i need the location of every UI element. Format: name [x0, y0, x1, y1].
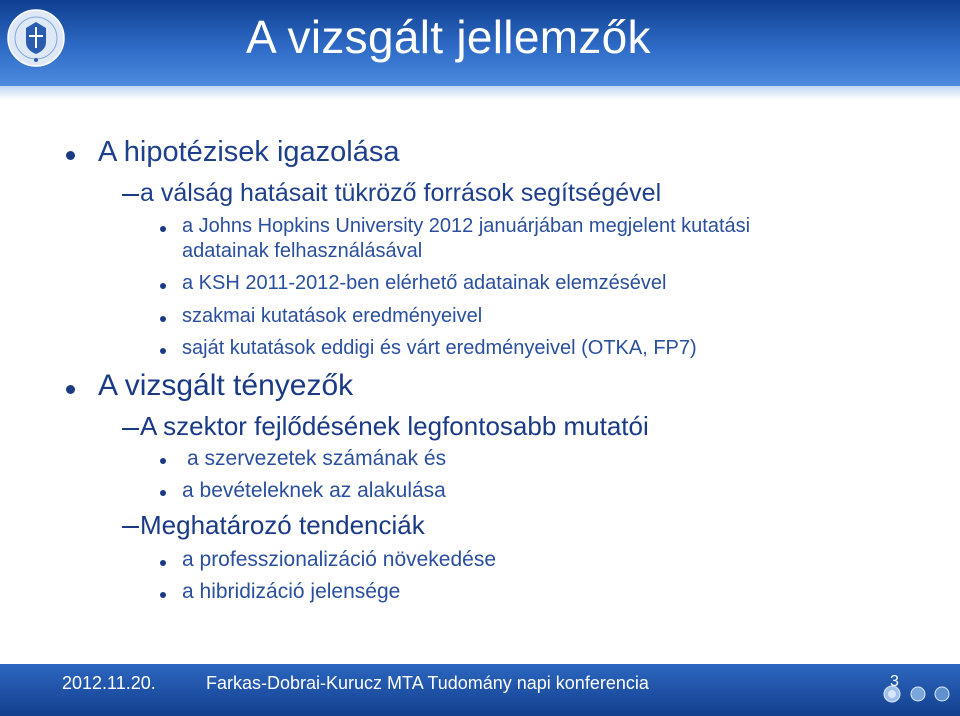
- list-item: saját kutatások eddigi és várt eredményeivel (OTKA, FP7): [182, 337, 697, 359]
- bullet-dot-small: [160, 316, 166, 322]
- list-item: a hibridizáció jelensége: [182, 580, 401, 603]
- bullet-dot: [66, 385, 75, 394]
- list-item: a KSH 2011-2012-ben elérhető adatainak elemzésével: [182, 272, 667, 294]
- slide-title: A vizsgált jellemzők: [246, 11, 651, 63]
- list-item-continuation: adatainak felhasználásával: [182, 240, 423, 262]
- footer-bar: [0, 664, 960, 716]
- list-item: a professzionalizáció növekedése: [182, 548, 497, 571]
- subheading-sources: a válság hatásait tükröző források segítségével: [140, 179, 662, 207]
- bullet-dot-small: [160, 458, 166, 464]
- bullet-dot: [66, 151, 75, 160]
- page-number: 3: [890, 673, 899, 690]
- bullet-dash: [122, 194, 139, 196]
- list-item: a szervezetek számának és: [187, 447, 447, 470]
- bullet-dash: [122, 526, 139, 528]
- bullet-dot-small: [160, 283, 166, 289]
- bullet-dot-small: [160, 560, 166, 566]
- subheading-trends: Meghatározó tendenciák: [140, 510, 425, 540]
- section-heading-hypotheses: A hipotézisek igazolása: [98, 136, 400, 168]
- footer-date: 2012.11.20.: [62, 673, 156, 693]
- footer-conference: Farkas-Dobrai-Kurucz MTA Tudomány napi konferencia: [206, 673, 649, 693]
- list-item: a Johns Hopkins University 2012 januárjában megjelent kutatási: [182, 215, 751, 237]
- list-item: szakmai kutatások eredményeivel: [182, 305, 483, 327]
- bullet-dot-small: [160, 226, 166, 232]
- orb-icons: [868, 677, 958, 707]
- list-item: a bevételeknek az alakulása: [182, 479, 446, 502]
- section-heading-factors: A vizsgált tényezők: [98, 369, 354, 402]
- subheading-indicators: A szektor fejlődésének legfontosabb mutatói: [140, 411, 649, 441]
- bullet-dot-small: [160, 348, 166, 354]
- bullet-dot-small: [160, 592, 166, 598]
- bullet-dash: [122, 428, 139, 430]
- bullet-dot-small: [160, 490, 166, 496]
